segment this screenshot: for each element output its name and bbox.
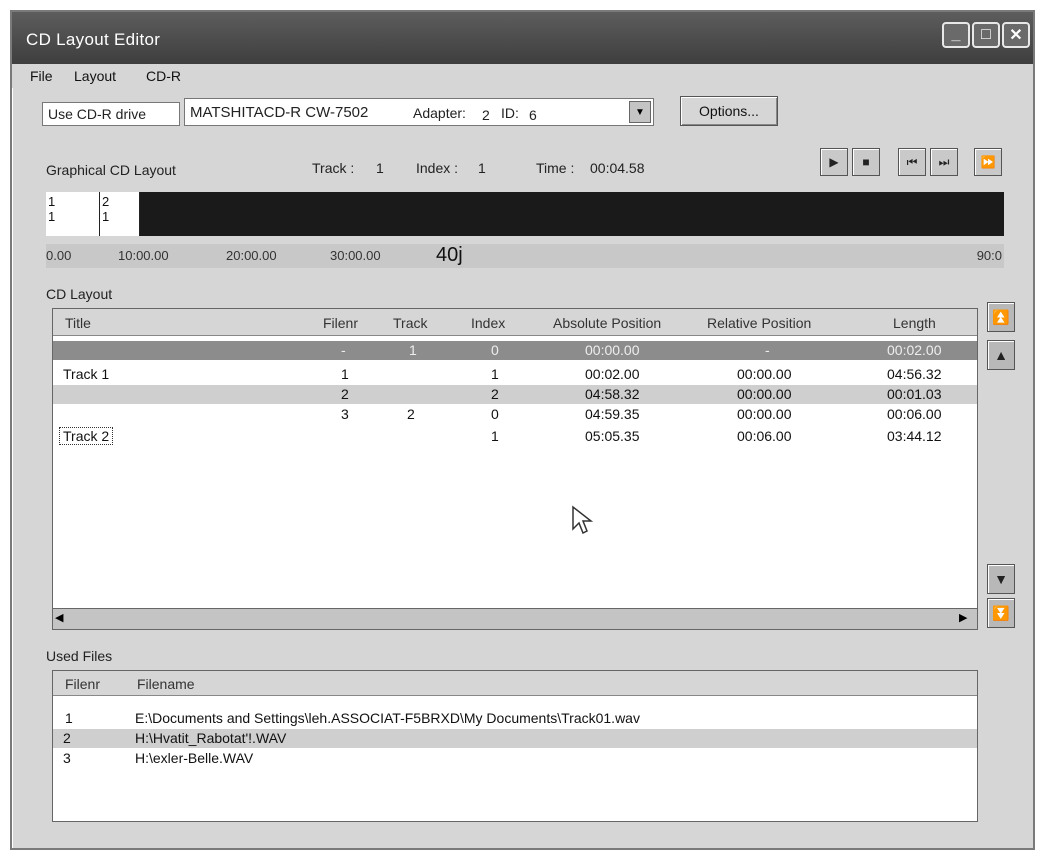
use-cdr-label-box [42, 102, 180, 126]
cell-relative: - [765, 342, 770, 358]
menu-layout[interactable]: Layout [74, 68, 117, 84]
file-nr: 1 [65, 710, 73, 726]
col-track[interactable]: Track [393, 315, 428, 331]
col-filename[interactable]: Filename [137, 676, 195, 692]
col-filenr[interactable]: Filenr [323, 315, 359, 331]
col-relative-position[interactable]: Relative Position [707, 315, 812, 331]
cell-absolute: 05:05.35 [585, 428, 640, 444]
cell-relative: 00:00.00 [737, 386, 792, 402]
move-top-icon[interactable]: ⏫ [987, 302, 1015, 332]
cell-relative: 00:00.00 [737, 366, 792, 382]
segment-2-index: 1 [102, 209, 110, 224]
menu-cdr[interactable]: CD-R [146, 68, 181, 84]
ruler-tick: 20:00.00 [226, 248, 277, 263]
cell-index: 1 [491, 366, 499, 382]
cell-filenr: - [341, 342, 346, 358]
play-icon[interactable]: ▶ [820, 148, 848, 176]
cell-absolute: 04:59.35 [585, 406, 640, 422]
move-up-icon[interactable]: ▲ [987, 340, 1015, 370]
cd-layout-table [52, 308, 978, 630]
cell-length: 04:56.32 [887, 366, 942, 382]
drive-device: MATSHITACD-R CW-7502 [190, 104, 369, 121]
cd-layout-editor-window [10, 10, 1035, 850]
ruler-tick: 0.00 [46, 248, 72, 263]
cell-filenr: 3 [341, 406, 349, 422]
cell-title: Track 1 [63, 366, 110, 382]
cell-filenr: 2 [341, 386, 349, 402]
index-label: Index : [416, 160, 459, 176]
horizontal-scrollbar[interactable] [52, 608, 978, 630]
adapter-value: 2 [482, 107, 490, 123]
file-name: H:\Hvatit_Rabotat'!.WAV [135, 730, 287, 746]
move-bottom-icon[interactable]: ⏬ [987, 598, 1015, 628]
cell-filenr: 1 [341, 366, 349, 382]
cell-length: 03:44.12 [887, 428, 942, 444]
cell-relative: 00:06.00 [737, 428, 792, 444]
ruler-tick: 40j [436, 244, 463, 266]
ruler-tick: 90:0 [976, 248, 1002, 263]
col-absolute-position[interactable]: Absolute Position [553, 315, 662, 331]
adapter-label: Adapter: [413, 105, 466, 121]
window-title: CD Layout Editor [26, 30, 161, 49]
time-label: Time : [536, 160, 575, 176]
ruler-tick: 30:00.00 [330, 248, 381, 263]
list-item[interactable] [53, 729, 977, 748]
close-icon[interactable]: ✕ [1002, 22, 1030, 48]
cell-relative: 00:00.00 [737, 406, 792, 422]
menu-file[interactable]: File [30, 68, 53, 84]
table-row[interactable] [53, 405, 977, 424]
cursor-icon [571, 505, 593, 535]
col-index[interactable]: Index [471, 315, 506, 331]
cd-layout-heading: CD Layout [46, 286, 113, 302]
minimize-icon[interactable]: _ [942, 22, 970, 48]
list-item[interactable] [53, 709, 977, 728]
cell-title: Track 2 [59, 427, 113, 445]
id-value: 6 [529, 107, 537, 123]
col-filenr[interactable]: Filenr [65, 676, 101, 692]
file-nr: 2 [63, 730, 71, 746]
table-header [53, 309, 977, 336]
scroll-right-icon[interactable]: ▶ [959, 612, 968, 624]
time-ruler [46, 244, 1004, 268]
cell-absolute: 00:00.00 [585, 342, 640, 358]
segment-1[interactable] [46, 192, 100, 236]
maximize-icon[interactable]: □ [972, 22, 1000, 48]
index-value: 1 [478, 160, 486, 176]
table-row[interactable] [53, 385, 977, 404]
options-button[interactable]: Options... [680, 96, 778, 126]
segment-2-track: 2 [102, 194, 110, 209]
next-icon[interactable]: ⏭ [930, 148, 958, 176]
cell-index: 2 [491, 386, 499, 402]
id-label: ID: [501, 105, 519, 121]
file-nr: 3 [63, 750, 71, 766]
segment-1-index: 1 [48, 209, 56, 224]
title-bar [12, 12, 1033, 64]
use-cdr-label: Use CD-R drive [48, 106, 147, 122]
graphical-track-bar[interactable] [46, 192, 1004, 236]
cell-length: 00:02.00 [887, 342, 942, 358]
stop-icon[interactable]: ■ [852, 148, 880, 176]
list-item[interactable] [53, 749, 977, 768]
drive-select[interactable] [184, 98, 654, 126]
cell-length: 00:01.03 [887, 386, 942, 402]
time-value: 00:04.58 [590, 160, 645, 176]
table-row[interactable] [53, 365, 977, 384]
used-files-heading: Used Files [46, 648, 113, 664]
fast-forward-icon[interactable]: ⏩ [974, 148, 1002, 176]
file-name: H:\exler-Belle.WAV [135, 750, 254, 766]
cell-absolute: 04:58.32 [585, 386, 640, 402]
track-value: 1 [376, 160, 384, 176]
ruler-tick: 10:00.00 [118, 248, 169, 263]
table-row[interactable] [53, 341, 977, 360]
cell-index: 0 [491, 406, 499, 422]
cell-track: 2 [407, 406, 415, 422]
menu-bar [12, 64, 1033, 88]
cell-absolute: 00:02.00 [585, 366, 640, 382]
graphical-heading: Graphical CD Layout [46, 162, 176, 178]
cell-length: 00:06.00 [887, 406, 942, 422]
segment-2[interactable] [100, 192, 140, 236]
cell-index: 0 [491, 342, 499, 358]
cell-index: 1 [491, 428, 499, 444]
used-files-table [52, 670, 978, 822]
track-label: Track : [312, 160, 355, 176]
dropdown-arrow-icon[interactable]: ▼ [629, 101, 651, 123]
file-name: E:\Documents and Settings\leh.ASSOCIAT-F5BRXD\My Documents\Track01.wav [135, 710, 640, 726]
files-header [53, 671, 977, 696]
col-length[interactable]: Length [893, 315, 936, 331]
scroll-left-icon[interactable]: ◀ [55, 612, 64, 624]
col-title[interactable]: Title [65, 315, 91, 331]
prev-icon[interactable]: ⏮ [898, 148, 926, 176]
move-down-icon[interactable]: ▼ [987, 564, 1015, 594]
cell-track: 1 [409, 342, 417, 358]
table-row[interactable] [53, 427, 977, 446]
segment-1-track: 1 [48, 194, 56, 209]
